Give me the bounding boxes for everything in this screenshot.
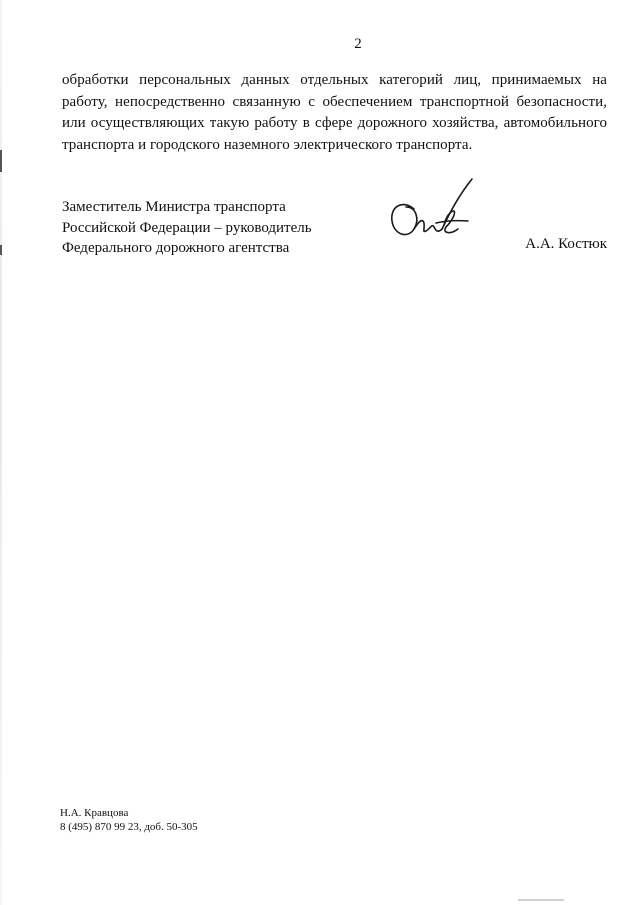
scan-mark bbox=[0, 245, 2, 255]
executor-contact bbox=[60, 806, 198, 834]
signatory-title-line: Федерального дорожного агентства bbox=[62, 240, 290, 256]
executor-phone: 8 (495) 870 99 23, доб. 50-305 bbox=[60, 821, 198, 833]
signatory-title-line: Заместитель Министра транспорта bbox=[62, 199, 286, 215]
page-number: 2 bbox=[354, 36, 362, 52]
scan-mark bbox=[0, 150, 2, 172]
signatory-name: А.А. Костюк bbox=[525, 236, 607, 252]
handwritten-signature bbox=[384, 177, 484, 249]
signature-block bbox=[62, 197, 607, 257]
signatory-title-line: Российской Федерации – руководитель bbox=[62, 219, 312, 236]
scan-edge bbox=[0, 0, 2, 905]
signatory-title bbox=[62, 197, 312, 259]
executor-name: Н.А. Кравцова bbox=[60, 807, 129, 819]
body-paragraph: обработки персональных данных отдельных категорий лиц, принимаемых на работу, непосредственно связанную с обеспечением транспортной безопасности, или осуществляющих такую работу в сфере дорожного хозяйства, автомобильного транспорта и городского наземного электрического транспорта. bbox=[62, 72, 607, 153]
scan-smudge bbox=[518, 899, 564, 901]
